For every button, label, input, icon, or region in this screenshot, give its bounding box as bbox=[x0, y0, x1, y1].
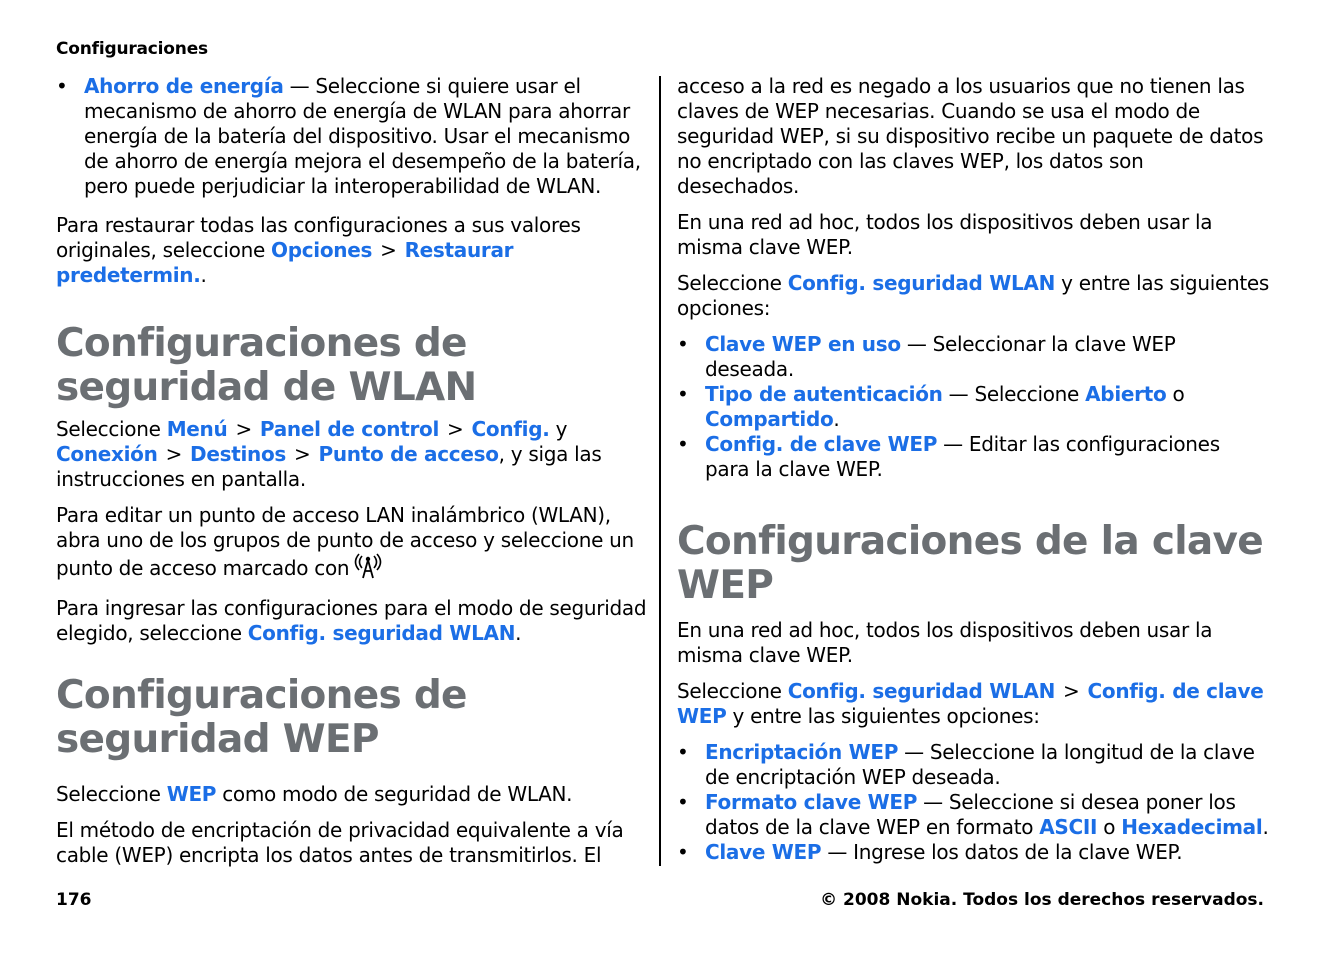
ingresar-paragraph bbox=[56, 596, 648, 646]
text: Seleccione bbox=[56, 417, 167, 441]
text: . bbox=[1262, 815, 1269, 839]
select-options-paragraph bbox=[677, 271, 1269, 321]
column-divider bbox=[659, 76, 661, 866]
text: o bbox=[1166, 382, 1185, 406]
ascii-link[interactable]: ASCII bbox=[1039, 815, 1098, 839]
list-item bbox=[677, 432, 1269, 482]
destinos-link[interactable]: Destinos bbox=[190, 442, 287, 466]
page-number: 176 bbox=[56, 890, 92, 910]
config-seguridad-wlan-link[interactable]: Config. seguridad WLAN bbox=[787, 679, 1056, 703]
text: , y siga las instrucciones en pantalla. bbox=[56, 442, 602, 491]
wep-key-options-list bbox=[677, 740, 1269, 865]
abierto-link[interactable]: Abierto bbox=[1085, 382, 1167, 406]
config-clave-wep-link[interactable]: Config. de clave WEP bbox=[705, 432, 938, 456]
encriptacion-wep-link[interactable]: Encriptación WEP bbox=[705, 740, 899, 764]
nav-separator: > bbox=[1063, 679, 1080, 703]
text: Para editar un punto de acceso LAN inalámbrico (WLAN), abra uno de los grupos de punto de acceso y seleccione un punto de acceso marcado con bbox=[56, 503, 634, 580]
text: . bbox=[515, 621, 522, 645]
menu-link[interactable]: Menú bbox=[166, 417, 228, 441]
wep-security-options-list bbox=[677, 332, 1269, 482]
adhoc-paragraph: En una red ad hoc, todos los dispositivos deben usar la misma clave WEP. bbox=[677, 210, 1213, 259]
punto-acceso-link[interactable]: Punto de acceso bbox=[318, 442, 499, 466]
power-saving-list bbox=[56, 74, 648, 199]
running-header: Configuraciones bbox=[56, 39, 208, 59]
config-seguridad-wlan-link[interactable]: Config. seguridad WLAN bbox=[247, 621, 516, 645]
left-column bbox=[56, 74, 648, 879]
config-seguridad-wlan-link[interactable]: Config. seguridad WLAN bbox=[787, 271, 1056, 295]
wlan-access-point-icon bbox=[353, 553, 383, 585]
restaurar-predetermin-link[interactable]: Restaurar predetermin. bbox=[56, 238, 514, 287]
text: Seleccione bbox=[677, 679, 788, 703]
config-clave-wep-link[interactable]: Config. de clave WEP bbox=[677, 679, 1264, 728]
conexion-link[interactable]: Conexión bbox=[56, 442, 158, 466]
nav-separator: > bbox=[235, 417, 252, 441]
list-item-text: — Editar las configuraciones para la clave WEP. bbox=[705, 432, 1220, 481]
nav-separator: > bbox=[447, 417, 464, 441]
list-item bbox=[677, 740, 1269, 790]
heading-clave-wep: Configuraciones de la clave WEP bbox=[677, 519, 1264, 608]
text: Seleccione bbox=[56, 782, 167, 806]
right-column bbox=[677, 74, 1269, 879]
panel-control-link[interactable]: Panel de control bbox=[259, 417, 440, 441]
list-item-text: — Seleccione si desea poner los datos de la clave WEP en formato bbox=[705, 790, 1236, 839]
list-item bbox=[56, 74, 648, 199]
list-item bbox=[677, 332, 1269, 382]
formato-clave-wep-link[interactable]: Formato clave WEP bbox=[705, 790, 918, 814]
clave-wep-en-uso-link[interactable]: Clave WEP en uso bbox=[705, 332, 901, 356]
nav-separator: > bbox=[380, 238, 397, 262]
text: y bbox=[549, 417, 568, 441]
nav-separator: > bbox=[294, 442, 311, 466]
text: y entre las siguientes opciones: bbox=[726, 704, 1040, 728]
select-wep-paragraph bbox=[56, 782, 648, 807]
metodo-paragraph: El método de encriptación de privacidad equivalente a vía cable (WEP) encripta los datos antes de transmitirlos. El bbox=[56, 818, 624, 867]
list-item-text: — Ingrese los datos de la clave WEP. bbox=[821, 840, 1183, 864]
list-item bbox=[677, 790, 1269, 840]
list-item-text: — Seleccione si quiere usar el mecanismo de ahorro de energía de WLAN para ahorrar energía de la batería del dispositivo. Usar el mecanismo de ahorro de energía mejora el desempeño de la batería, pero puede perjudiciar la interoperabilidad de WLAN. bbox=[84, 74, 641, 198]
heading-seguridad-wlan: Configuraciones de seguridad de WLAN bbox=[56, 321, 477, 410]
list-item-text: — Seleccione la longitud de la clave de encriptación WEP deseada. bbox=[705, 740, 1255, 789]
list-item-text: — Seleccione bbox=[942, 382, 1086, 406]
text: Seleccione bbox=[677, 271, 788, 295]
text: Para restaurar todas las configuraciones a sus valores originales, seleccione bbox=[56, 213, 581, 262]
heading-seguridad-wep: Configuraciones de seguridad WEP bbox=[56, 673, 467, 762]
list-item bbox=[677, 840, 1269, 865]
copyright-notice: © 2008 Nokia. Todos los derechos reservados. bbox=[820, 890, 1264, 910]
text: como modo de seguridad de WLAN. bbox=[216, 782, 573, 806]
text: . bbox=[833, 407, 840, 431]
nav-separator: > bbox=[165, 442, 183, 466]
continuation-paragraph: acceso a la red es negado a los usuarios que no tienen las claves de WEP necesarias. Cuando se usa el modo de seguridad WEP, si su dispositivo recibe un paquete de datos no encriptado con las claves WEP, los datos son desechados. bbox=[677, 74, 1264, 198]
wep-link[interactable]: WEP bbox=[166, 782, 217, 806]
opciones-link[interactable]: Opciones bbox=[271, 238, 373, 262]
ahorro-energia-link[interactable]: Ahorro de energía bbox=[84, 74, 284, 98]
select-options-paragraph bbox=[677, 679, 1269, 729]
compartido-link[interactable]: Compartido bbox=[705, 407, 834, 431]
text: Para ingresar las configuraciones para el modo de seguridad elegido, seleccione bbox=[56, 596, 647, 645]
text: y entre las siguientes opciones: bbox=[677, 271, 1270, 320]
list-item-text: — Seleccionar la clave WEP deseada. bbox=[705, 332, 1176, 381]
clave-wep-link[interactable]: Clave WEP bbox=[705, 840, 822, 864]
list-item bbox=[677, 382, 1269, 432]
hexadecimal-link[interactable]: Hexadecimal bbox=[1121, 815, 1263, 839]
text: . bbox=[200, 263, 207, 287]
restore-paragraph bbox=[56, 213, 648, 288]
adhoc-paragraph: En una red ad hoc, todos los dispositivos deben usar la misma clave WEP. bbox=[677, 618, 1213, 667]
config-link[interactable]: Config. bbox=[471, 417, 550, 441]
tipo-autenticacion-link[interactable]: Tipo de autenticación bbox=[705, 382, 943, 406]
navigation-paragraph bbox=[56, 417, 648, 492]
text: o bbox=[1097, 815, 1122, 839]
edit-paragraph bbox=[56, 503, 648, 585]
